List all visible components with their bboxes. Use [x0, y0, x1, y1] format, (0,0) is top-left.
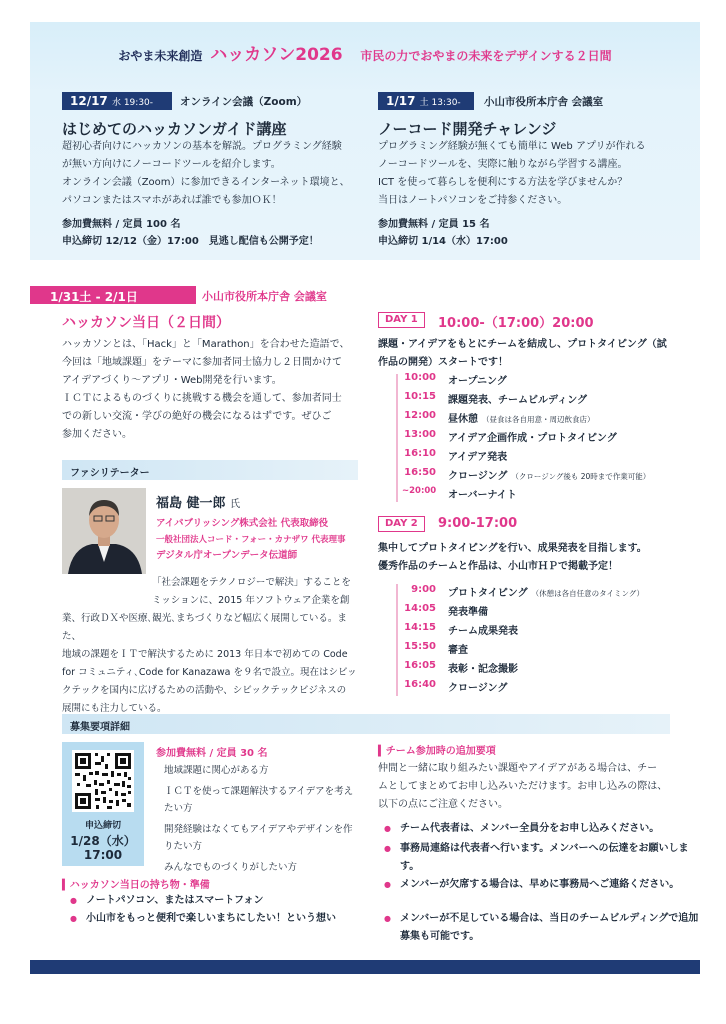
event2-venue: 小山市役所本庁舎 会議室 — [484, 96, 604, 108]
event1-desc-line: オンライン会議（Zoom）に参加できるインターネット環境と、 — [62, 177, 350, 188]
title-tagline: 市民の力でおやまの未来をデザインする２日間 — [360, 49, 612, 63]
facilitator-bio-line: for コミュニティ､Code for Kanazawa を９名で設立。現在はシビッ — [62, 667, 357, 678]
main-title: ハッカソン当日（２日間） — [62, 315, 230, 331]
schedule-event: 発表準備 — [448, 607, 488, 618]
deadline-label: 申込締切 — [84, 821, 121, 831]
day2-intro-line: 優秀作品のチームと作品は、小山市ＨＰで掲載予定！ — [378, 561, 618, 572]
schedule-time: 13:00 — [404, 429, 436, 440]
event1-description — [62, 138, 362, 210]
recruit-fee: 参加費無料 / 定員 30 名 — [156, 748, 268, 759]
schedule-event: プロトタイピング — [448, 588, 528, 599]
event1-date-detail: 水 19:30- — [111, 98, 154, 108]
team-intro — [378, 760, 700, 814]
facilitator-bio-side — [152, 574, 362, 610]
event1-date-badge — [62, 92, 172, 110]
recruit-target-list — [164, 762, 360, 876]
day1-intro — [378, 336, 698, 372]
event1-venue: オンライン会議（Zoom） — [180, 96, 308, 108]
title-main: ハッカソン2026 — [210, 45, 343, 65]
event2-description — [378, 138, 688, 210]
bring-item: ● ノートパソコン、またはスマートフォン — [86, 892, 264, 910]
schedule-event: クロージング — [448, 471, 508, 482]
main-desc-line: での新しい交流・学びの絶好の機会になるはずです。ぜひご — [62, 411, 332, 422]
day2-intro-line: 集中してプロトタイピングを行い、成果発表を目指します。 — [378, 543, 647, 554]
schedule-time: 14:15 — [404, 622, 436, 633]
facilitator-name: 福島 健一郎 — [156, 496, 226, 511]
schedule-event: 審査 — [448, 645, 468, 656]
event2-fee: 参加費無料 / 定員 15 名 — [378, 219, 490, 230]
deadline-time: 17:00 — [83, 848, 123, 862]
title-prefix: おやま未来創造 — [118, 49, 203, 63]
main-description — [62, 336, 358, 444]
event1-fee-block — [62, 216, 319, 250]
team-point: ● 事務局連絡は代表者へ行います。メンバーへの伝達をお願いします。 — [400, 840, 700, 876]
event2-title: ノーコード開発チャレンジ — [378, 120, 557, 138]
event2-deadline: 申込締切 1/14（水）17:00 — [378, 236, 508, 247]
event2-desc-line: 当日はノートパソコンをご持参ください。 — [378, 195, 568, 206]
schedule-time: 10:00 — [404, 372, 436, 383]
event2-date: 1/17 — [386, 94, 416, 108]
footer-bar — [30, 960, 700, 974]
day2-intro — [378, 540, 698, 576]
flyer-title — [30, 40, 700, 65]
day1-time: 10:00-（17:00）20:00 — [438, 316, 594, 331]
facilitator-bio-line: クテックを国内に広げるための活動や、シビックテックビジネスの — [62, 685, 347, 696]
team-point: ● チーム代表者は、メンバー全員分をお申し込みください。 — [400, 820, 700, 838]
event2-fee-block — [378, 216, 508, 250]
facilitator-heading: ファシリテーター — [62, 460, 358, 480]
schedule-event: オーバーナイト — [448, 490, 517, 501]
recruit-heading: 募集要項詳細 — [62, 714, 670, 734]
event1-date: 12/17 — [70, 94, 108, 108]
facilitator-bio-line: 展開にも注力している。 — [62, 703, 167, 714]
event1-desc-line: 超初心者向けにハッカソンの基本を解説。プログラミング経験 — [62, 141, 342, 152]
facilitator-bio-line: ミッションに、2015 年ソフトウェア企業を創 — [152, 595, 350, 606]
event2-date-badge — [378, 92, 474, 110]
schedule-note: （昼食は各自用意・周辺飲食店） — [482, 415, 595, 424]
deadline-date: 1/28（水） — [70, 834, 136, 848]
main-desc-line: アイデアづくり～アプリ・Web開発を行います。 — [62, 375, 282, 386]
schedule-time: ~20:00 — [402, 486, 437, 496]
schedule-event: オープニング — [448, 376, 507, 387]
target-item: ＩＣＴを使って課題解決するアイデアを考えたい方 — [164, 786, 354, 814]
facilitator-role: 一般社団法人コード・フォー・カナザワ 代表理事 — [156, 535, 346, 545]
event1-desc-line: パソコンまたはスマホがあれば誰でも参加ＯＫ！ — [62, 195, 282, 206]
qr-code-icon — [72, 750, 134, 812]
day2-label: DAY 2 — [378, 516, 425, 532]
team-intro-line: 以下の点にご注意ください。 — [378, 799, 508, 810]
bring-heading: ▍ハッカソン当日の持ち物・準備 — [62, 880, 210, 891]
main-desc-line: ＩＣＴによるものづくりに挑戦する機会を通して、参加者同士 — [62, 393, 342, 404]
schedule-time: 16:50 — [404, 467, 436, 478]
facilitator-bio-line: 地域の課題をＩＴで解決するために 2013 年日本で初めての Code — [62, 649, 348, 660]
day1-schedule — [402, 372, 702, 508]
day1-label: DAY 1 — [378, 312, 425, 328]
day2-time: 9:00-17:00 — [438, 516, 518, 531]
team-point: ● メンバーが不足している場合は、当日のチームビルディングで追加募集も可能です。 — [400, 910, 700, 946]
schedule-event: チーム成果発表 — [448, 626, 518, 637]
event2-date-detail: 土 13:30- — [419, 98, 461, 108]
team-heading: ▍チーム参加時の追加要項 — [378, 746, 496, 757]
event1-deadline: 申込締切 12/12（金）17:00 見逃し配信も公開予定！ — [62, 236, 319, 247]
day2-schedule — [402, 584, 702, 704]
schedule-time: 10:15 — [404, 391, 436, 402]
schedule-event: アイデア発表 — [448, 452, 508, 463]
day1-intro-line: 課題・アイデアをもとにチームを結成し、プロトタイピング（試 — [378, 339, 667, 350]
target-item: 地域課題に関心がある方 — [164, 765, 269, 776]
main-desc-line: 今回は「地域課題」をテーマに参加者同士協力し２日間かけて — [62, 357, 342, 368]
schedule-event: 課題発表、チームビルディング — [448, 395, 587, 406]
schedule-event: アイデア企画作成・プロトタイピング — [448, 433, 617, 444]
facilitator-bio-line: 「社会課題をテクノロジーで解決」することを — [152, 577, 351, 588]
facilitator-honorific: 氏 — [230, 499, 241, 510]
main-date-badge: 1/31土 - 2/1日 — [30, 286, 196, 304]
schedule-event: 表彰・記念撮影 — [448, 664, 518, 675]
team-intro-line: 仲間と一緒に取り組みたい課題やアイデアがある場合は、チー — [378, 763, 658, 774]
facilitator-photo — [62, 488, 146, 574]
main-desc-line: 参加ください。 — [62, 429, 132, 440]
schedule-note: （休憩は各自任意のタイミング） — [531, 589, 645, 598]
team-point: ● メンバーが欠席する場合は、早めに事務局へご連絡ください。 — [400, 876, 700, 894]
event2-desc-line: ノーコードツールを、実際に触りながら学習する講座。 — [378, 159, 628, 170]
event1-desc-line: が無い方向けにノーコードツールを紹介します。 — [62, 159, 281, 170]
schedule-time: 12:00 — [404, 410, 436, 421]
event2-desc-line: ICT を使って暮らしを便利にする方法を学びませんか？ — [378, 177, 628, 188]
facilitator-roles — [156, 516, 346, 564]
schedule-note: （クロージング後も 20時まで作業可能） — [511, 472, 651, 481]
main-venue: 小山市役所本庁舎 会議室 — [202, 290, 327, 303]
facilitator-role: デジタル庁オープンデータ伝道師 — [156, 550, 298, 561]
schedule-event: クロージング — [448, 683, 508, 694]
facilitator-bio — [62, 610, 362, 718]
bring-item: ● 小山市をもっと便利で楽しいまちにしたい！という想い — [86, 910, 336, 928]
facilitator-role: アイパブリッシング株式会社 代表取締役 — [156, 518, 329, 529]
event1-fee: 参加費無料 / 定員 100 名 — [62, 219, 181, 230]
main-desc-line: ハッカソンとは、「Hack」と「Marathon」を合わせた造語で、 — [62, 339, 350, 350]
schedule-time: 16:40 — [404, 679, 436, 690]
team-intro-line: ムとしてまとめてお申し込みいただけます。お申し込みの際は、 — [378, 781, 668, 792]
portrait-icon — [62, 488, 146, 574]
team-heading-text: チーム参加時の追加要項 — [385, 746, 496, 757]
qr-code[interactable] — [72, 750, 134, 812]
schedule-event: 昼休憩 — [448, 414, 478, 425]
event1-title: はじめてのハッカソンガイド講座 — [62, 120, 287, 138]
day1-timeline-line — [396, 374, 398, 502]
schedule-time: 14:05 — [404, 603, 436, 614]
target-item: みんなでものづくりがしたい方 — [164, 862, 298, 873]
day1-intro-line: 作品の開発）スタートです！ — [378, 357, 508, 368]
day2-timeline-line — [396, 584, 398, 696]
event2-desc-line: プログラミング経験が無くても簡単に Web アプリが作れる — [378, 141, 646, 152]
bring-heading-text: ハッカソン当日の持ち物・準備 — [69, 880, 210, 891]
schedule-time: 16:10 — [404, 448, 436, 459]
facilitator-bio-line: 業、行政ＤＸや医療､観光､まちづくりなど幅広く展開している。また、 — [62, 613, 347, 642]
target-item: 開発経験はなくてもアイデアやデザインを作りたい方 — [164, 824, 353, 852]
facilitator-name-block — [156, 492, 240, 511]
schedule-time: 16:05 — [404, 660, 436, 671]
schedule-time: 9:00 — [411, 584, 436, 595]
schedule-time: 15:50 — [404, 641, 436, 652]
